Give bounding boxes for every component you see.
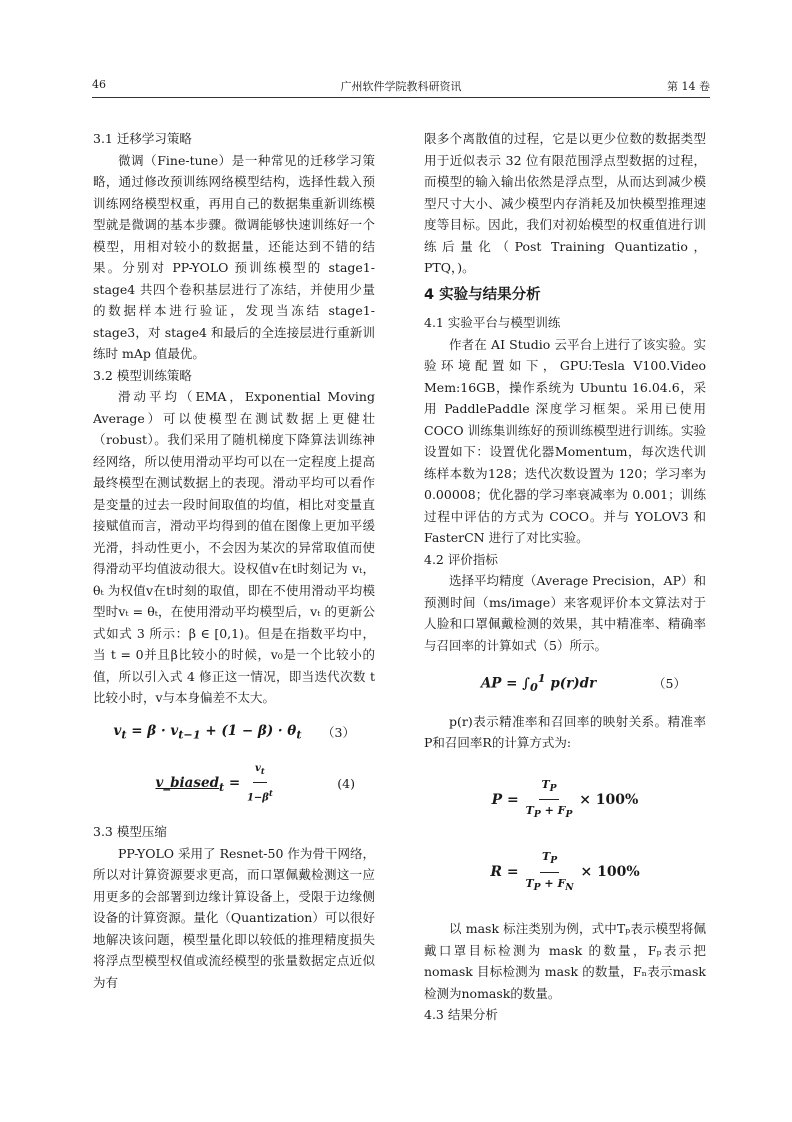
equation-4 [93,758,375,809]
equation-3-number: （3） [322,725,355,741]
section-4-3-title: 4.3 结果分析 [424,1007,498,1023]
section-3-2-paragraph: 滑动平均（EMA，Exponential Moving Average）可以使模型在测试数据上更健壮（robust）。我们采用了随机梯度下降算法训练神经网络，所以使用滑动平均可以在一定程度上提高最终模型在测试数据上的表现。滑动平均可以看作是变量的过去一段时间取值的均值，相比对变量直接赋值而言，滑动平均得到的值在图像上更加平缓光滑，抖动性更小，不会因为某次的异常取值而使得滑动平均值波动很大。设权值v在t时刻记为 vₜ，θₜ 为权值v在t时刻的取值，即在不使用滑动平均模型时vₜ = θₜ，在使用滑动平均模型后，vₜ 的更新公式如式 3 所示：β ∈ [0,1)。但是在指数平均中，当 t = 0并且β比较小的时候，v₀是一个比较小的值，所以引入式 4 修正这一情况，即当迭代次数 t 比较小时，v与本身偏差不太大。 [93,389,375,705]
section-4-2-paragraph: 选择平均精度（Average Precision，AP）和预测时间（ms/image）来客观评价本文算法对于人脸和口罩佩戴检测的效果，其中精准率、精确率与召回率的计算如式（5）所示。 [424,573,706,653]
left-column [93,128,375,993]
right-column [424,128,706,1026]
page-number: 46 [92,78,106,91]
equation-4-number: (4) [337,775,355,791]
section-3-1-title: 3.1 迁移学习策略 [93,131,192,146]
equation-3-formula: $v_t = \beta \cdot v_{t-1} + (1 - \beta) \cdot \theta_t$ [113,722,302,742]
equation-3 [93,721,375,746]
header-rule [92,97,710,98]
page-header [92,78,710,96]
section-4-2-title: 4.2 评价指标 [424,551,498,567]
section-4-title: 4 实验与结果分析 [424,286,541,303]
section-4-1-paragraph: 作者在 AI Studio 云平台上进行了该实验。实验环境配置如下，GPU:Tesla V100.Video Mem:16GB，操作系统为 Ubuntu 16.04.6，采用 PaddlePaddle 深度学习框架。采用已使用 COCO 训练集训练好的预训练模型进行训练。实验设置如下：设置优化器Momentum，每次迭代训练样本数为128；迭代次数设置为 120；学习率为 0.00008；优化器的学习率衰减率为 0.001；训练过程中评估的方式为 COCO。并与 YOLOV3 和 FasterCN 进行了对比实验。 [424,336,706,545]
journal-title: 广州软件学院教科研资讯 [340,80,462,93]
mask-definition-paragraph: 以 mask 标注类别为例，式中Tₚ表示模型将佩戴口罩目标检测为 mask 的数量，Fₚ表示把 nomask 目标检测为 mask 的数量，Fₙ表示mask检测为nomask的数量。 [424,921,706,1001]
section-4-1-title: 4.1 实验平台与模型训练 [424,315,561,330]
precision-formula: P = $\frac{T_P}{T_P + F_P}$ × 100% [424,774,706,826]
volume-label: 第 14 卷 [667,80,710,93]
section-3-3-title: 3.3 模型压缩 [93,824,167,840]
recall-formula: R = $\frac{T_P}{T_P + F_N}$ × 100% [424,846,706,898]
section-3-1-paragraph: 微调（Fine-tune）是一种常见的迁移学习策略，通过修改预训练网络模型结构，选择性载入预训练网络模型权重，再用自己的数据集重新训练模型就是微调的基本步骤。微调能够快速训练好一个模型，用相对较小的数据量，还能达到不错的结果。分别对 PP-YOLO 预训练模型的 stage1-stage4 共四个卷积基层进行了冻结，并使用少量的数据样本进行验证，发现当冻结 stage1-stage3，对 stage4 和最后的全连接层进行重新训练时 mAp 值最优。 [93,152,375,361]
section-3-2-title: 3.2 模型训练策略 [93,367,192,383]
equation-4-formula: v_biased$_t$ = $\frac{v_t}{1-\beta^t}$ [93,758,337,809]
equation-5-formula: AP = $\int_0^1$ p(r)dr [480,671,597,695]
equation-5 [424,668,706,699]
section-3-3-paragraph: PP-YOLO 采用了 Resnet-50 作为骨干网络，所以对计算资源要求更高，而口罩佩戴检测这一应用更多的会部署到边缘计算设备上，受限于边缘侧设备的计算资源。量化（Quantization）可以很好地解决该问题，模型量化即以较低的推理精度损失将浮点型模型权值或流经模型的张量数据定点近似为有 [93,845,375,990]
continued-paragraph: 限多个离散值的过程，它是以更少位数的数据类型用于近似表示 32 位有限范围浮点型数据的过程，而模型的输入输出依然是浮点型，从而达到减少模型尺寸大小、减少模型内存消耗及加快模型推理速度等目标。因此，我们对初始模型的权重值进行训练后量化（Post Training Quantizatio，PTQ，)。 [424,131,706,275]
precision-recall-paragraph: p(r)表示精准率和召回率的映射关系。精准率P和召回率R的计算方式为: [424,713,706,751]
equation-5-number: （5） [653,675,686,691]
